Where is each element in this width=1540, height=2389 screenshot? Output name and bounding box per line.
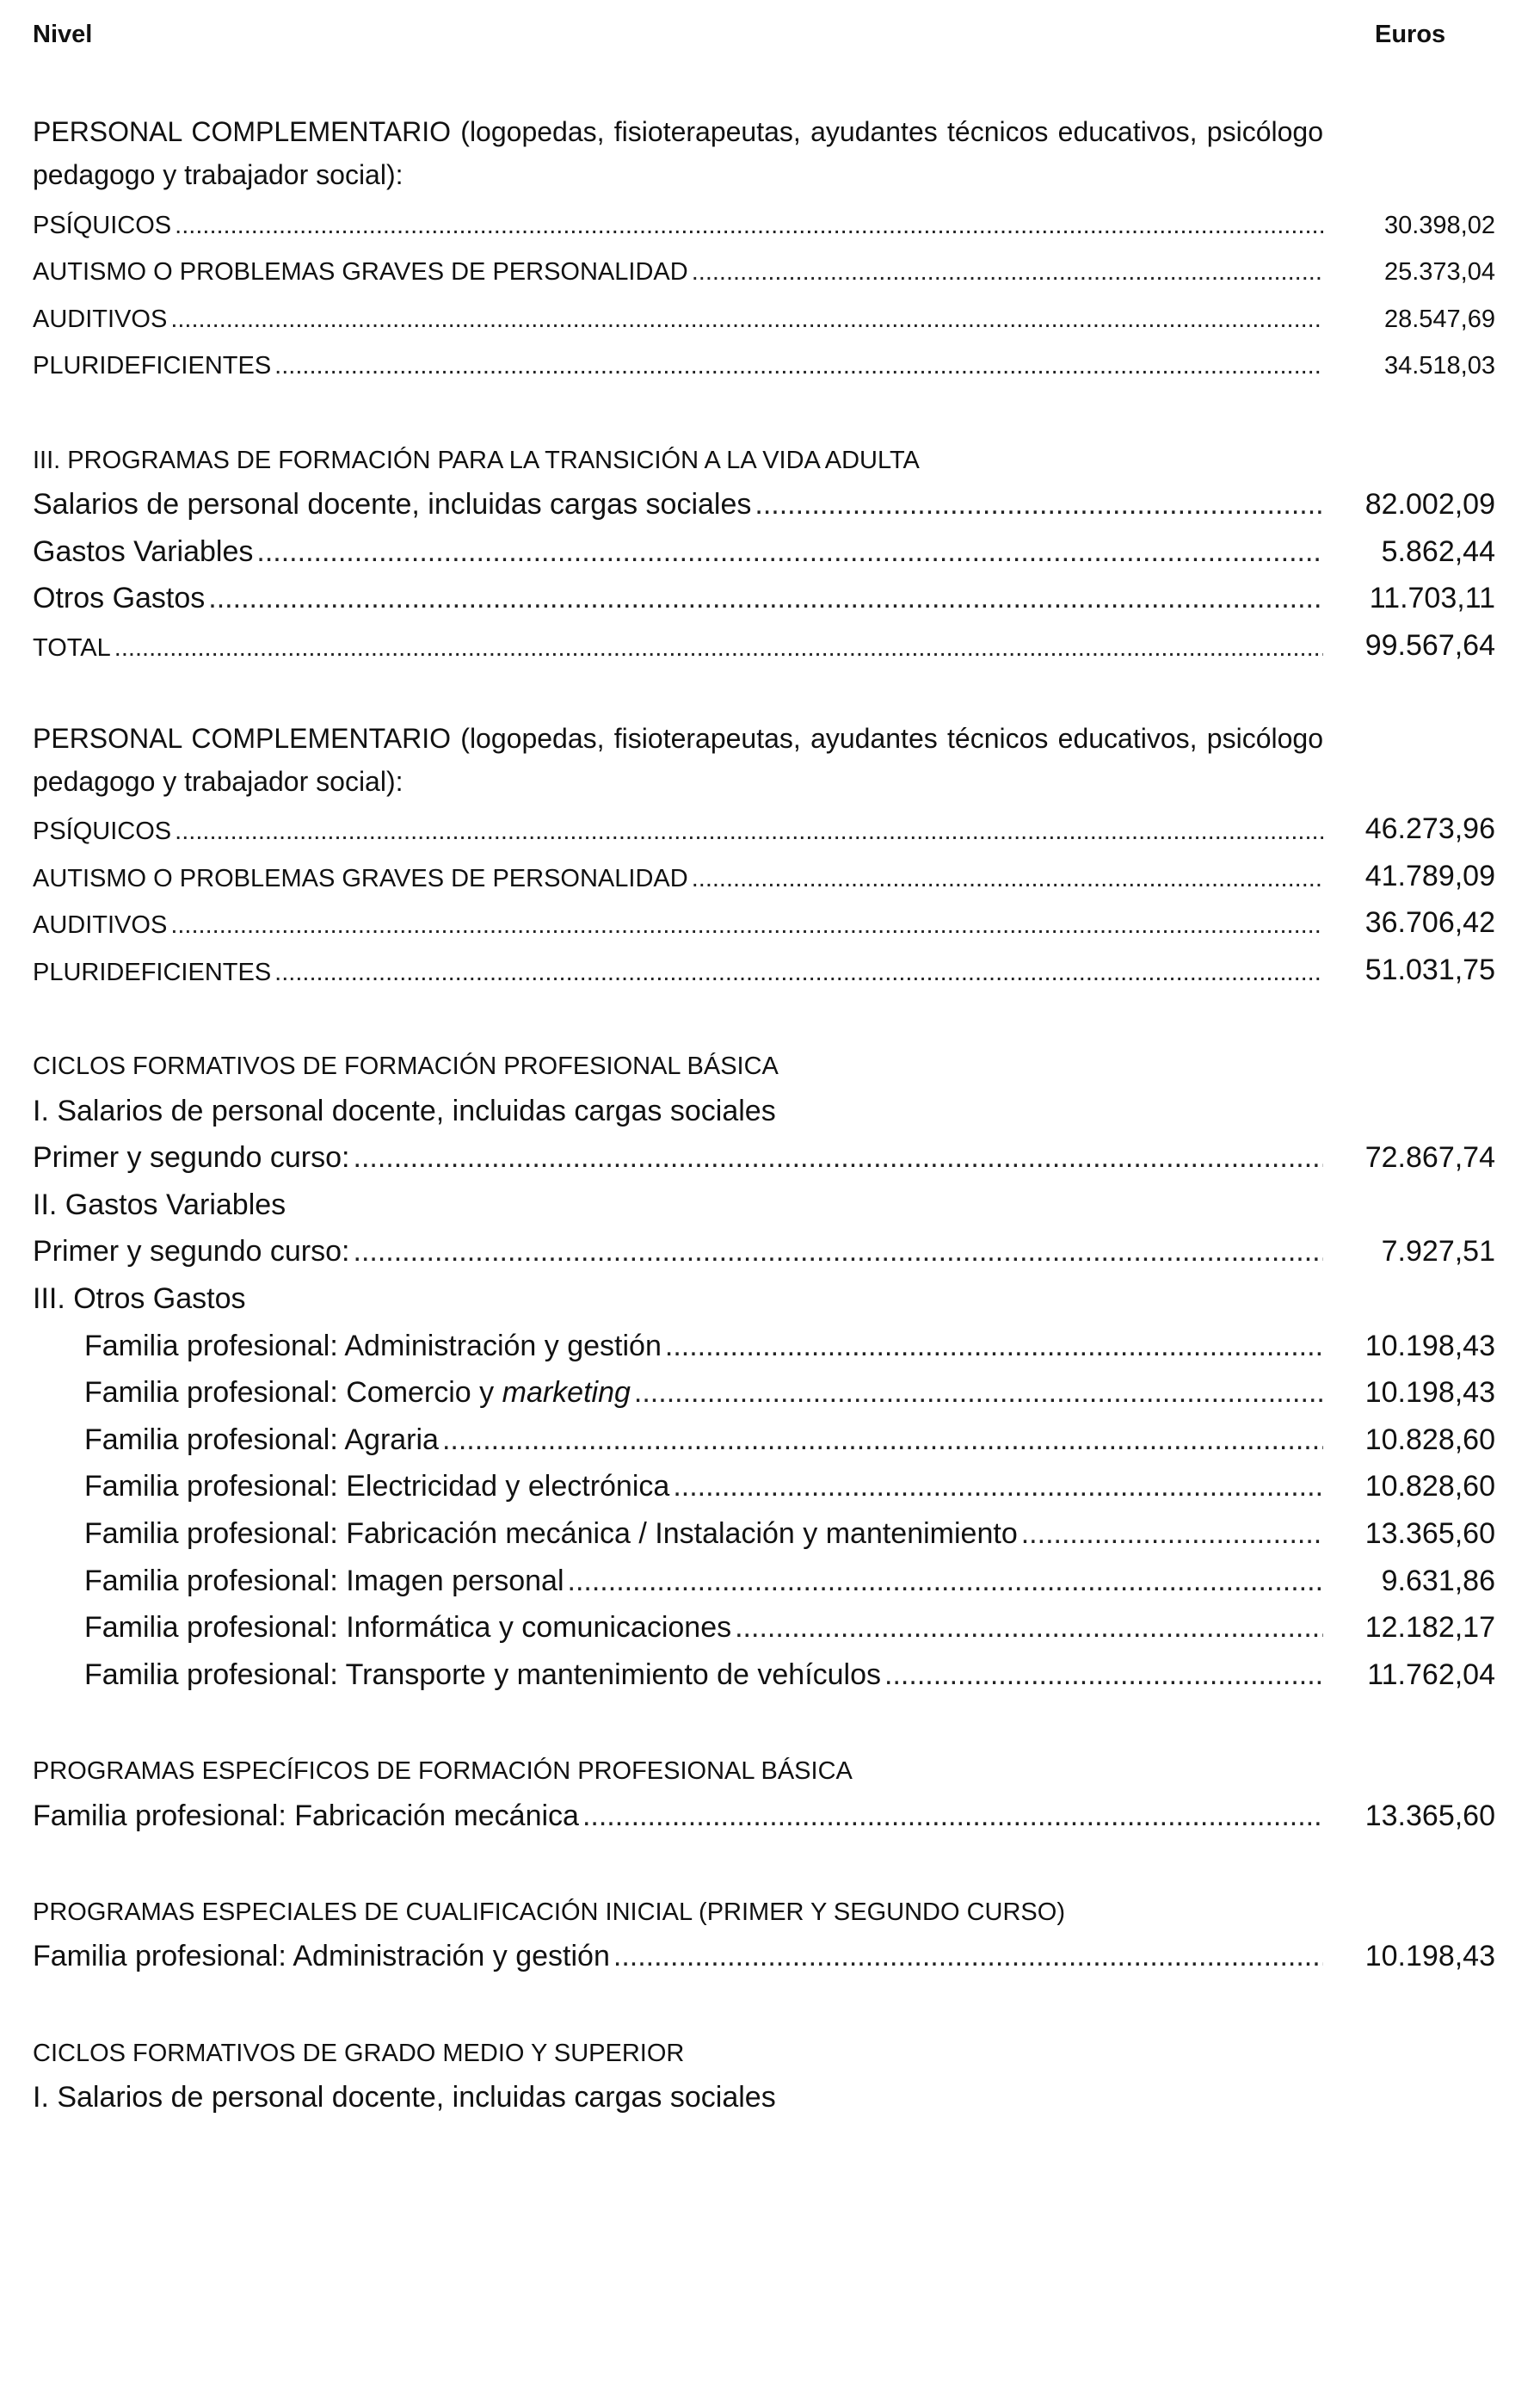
item-value: 11.703,11 xyxy=(1369,582,1495,615)
list-item xyxy=(33,293,1495,341)
leader-dots xyxy=(613,1940,1323,1973)
item-value: 13.365,60 xyxy=(1364,1799,1495,1832)
list-item xyxy=(33,1135,1495,1182)
item-value: 41.789,09 xyxy=(1364,859,1495,892)
total-label: TOTAL xyxy=(33,633,111,662)
item-value: 10.198,43 xyxy=(1364,1376,1495,1410)
leader-dots xyxy=(755,488,1323,522)
item-label: Familia profesional: Administración y gestión xyxy=(33,1940,610,1973)
leader-dots xyxy=(692,865,1323,893)
item-value: 10.198,43 xyxy=(1364,1940,1495,1973)
spacer xyxy=(33,1699,1495,1746)
item-label-text: Familia profesional: Comercio y xyxy=(84,1376,502,1410)
item-label: Primer y segundo curso: xyxy=(33,1235,350,1269)
list-item xyxy=(33,1417,1495,1464)
item-value: 30.398,02 xyxy=(1383,211,1495,239)
leader-dots xyxy=(274,352,1323,380)
item-label: AUDITIVOS xyxy=(33,305,168,333)
list-item xyxy=(33,482,1495,529)
item-value: 13.365,60 xyxy=(1364,1517,1495,1551)
item-label: Familia profesional: Fabricación mecánica xyxy=(33,1799,579,1832)
euros-column-header: Euros xyxy=(1375,21,1446,48)
list-item xyxy=(33,947,1495,994)
leader-dots xyxy=(175,212,1323,240)
leader-dots xyxy=(582,1799,1323,1833)
item-value: 72.867,74 xyxy=(1364,1141,1495,1175)
list-item xyxy=(33,1651,1495,1699)
item-value: 7.927,51 xyxy=(1381,1235,1495,1269)
item-label: Familia profesional: Informática y comunicaciones xyxy=(84,1611,732,1645)
item-label xyxy=(84,1376,634,1410)
section-heading xyxy=(33,1886,1495,1934)
list-item xyxy=(33,1229,1495,1276)
item-label: Familia profesional: Electricidad y electrónica xyxy=(84,1470,670,1503)
list-item xyxy=(33,1464,1495,1511)
item-value: 36.706,42 xyxy=(1364,906,1495,940)
item-label: Primer y segundo curso: xyxy=(33,1141,350,1175)
item-value: 25.373,04 xyxy=(1383,258,1495,287)
subsection-heading-text: I. Salarios de personal docente, incluidas cargas sociales xyxy=(33,2081,776,2114)
total-value: 99.567,64 xyxy=(1364,628,1495,662)
section-heading xyxy=(33,1041,1495,1089)
spacer xyxy=(33,1840,1495,1887)
section-heading-text: PROGRAMAS ESPECÍFICOS DE FORMACIÓN PROFESIONAL BÁSICA xyxy=(33,1757,853,1785)
leader-dots xyxy=(175,818,1323,846)
spacer xyxy=(33,387,1495,435)
personal-complementario-intro: PERSONAL COMPLEMENTARIO (logopedas, fisioterapeutas, ayudantes técnicos educativos, psicólogo pedagogo y trabajador social): xyxy=(33,116,1323,190)
leader-dots xyxy=(256,535,1323,569)
document-body xyxy=(33,110,1495,2121)
list-item xyxy=(33,200,1495,247)
list-item xyxy=(33,1605,1495,1652)
list-item xyxy=(33,1934,1495,1981)
item-label: AUTISMO O PROBLEMAS GRAVES DE PERSONALIDAD xyxy=(33,864,688,892)
item-label: PSÍQUICOS xyxy=(33,818,172,846)
leader-dots xyxy=(354,1235,1324,1269)
item-value: 5.862,44 xyxy=(1381,534,1495,568)
leader-dots xyxy=(114,634,1323,663)
list-item xyxy=(33,806,1495,854)
leader-dots xyxy=(442,1423,1323,1457)
list-item xyxy=(33,900,1495,948)
item-label: PLURIDEFICIENTES xyxy=(33,352,272,380)
item-label: Familia profesional: Agraria xyxy=(84,1423,439,1456)
total-row xyxy=(33,622,1495,670)
leader-dots xyxy=(665,1330,1323,1363)
leader-dots xyxy=(634,1376,1323,1410)
leader-dots xyxy=(354,1141,1324,1175)
section-heading xyxy=(33,435,1495,482)
item-value: 10.198,43 xyxy=(1364,1329,1495,1362)
subsection-heading xyxy=(33,1275,1495,1323)
item-label: PSÍQUICOS xyxy=(33,211,172,239)
subsection-heading-text: I. Salarios de personal docente, incluidas cargas sociales xyxy=(33,1094,776,1127)
list-item xyxy=(33,528,1495,576)
subsection-heading xyxy=(33,1182,1495,1229)
list-item xyxy=(33,1323,1495,1370)
item-value: 12.182,17 xyxy=(1364,1611,1495,1645)
item-label: Salarios de personal docente, incluidas cargas sociales xyxy=(33,488,752,522)
list-item xyxy=(33,1558,1495,1605)
item-label-emphasis: marketing xyxy=(502,1376,631,1410)
item-value: 82.002,09 xyxy=(1364,488,1495,522)
list-item xyxy=(33,1793,1495,1840)
item-label: AUDITIVOS xyxy=(33,911,168,940)
nivel-column-header: Nivel xyxy=(33,21,93,48)
leader-dots xyxy=(170,911,1323,940)
leader-dots xyxy=(884,1658,1323,1692)
item-label: AUTISMO O PROBLEMAS GRAVES DE PERSONALIDAD xyxy=(33,258,688,287)
section-heading-text: PROGRAMAS ESPECIALES DE CUALIFICACIÓN INICIAL (PRIMER Y SEGUNDO CURSO) xyxy=(33,1898,1065,1926)
item-label: Otros Gastos xyxy=(33,582,206,615)
table-header xyxy=(33,21,1452,55)
item-label: PLURIDEFICIENTES xyxy=(33,958,272,986)
item-value: 51.031,75 xyxy=(1364,953,1495,986)
subsection-heading xyxy=(33,2075,1495,2122)
leader-dots xyxy=(568,1565,1323,1598)
personal-complementario-intro: PERSONAL COMPLEMENTARIO (logopedas, fisioterapeutas, ayudantes técnicos educativos, psicólogo pedagogo y trabajador social): xyxy=(33,722,1323,797)
section-heading-text: CICLOS FORMATIVOS DE FORMACIÓN PROFESIONAL BÁSICA xyxy=(33,1053,779,1081)
leader-dots xyxy=(274,959,1323,987)
section-heading-text: CICLOS FORMATIVOS DE GRADO MEDIO Y SUPERIOR xyxy=(33,2039,685,2067)
section-heading xyxy=(33,1745,1495,1793)
section-heading-text: III. PROGRAMAS DE FORMACIÓN PARA LA TRANSICIÓN A LA VIDA ADULTA xyxy=(33,446,920,474)
item-label: Familia profesional: Imagen personal xyxy=(84,1564,564,1597)
item-label: Familia profesional: Fabricación mecánica / Instalación y mantenimiento xyxy=(84,1517,1018,1551)
leader-dots xyxy=(735,1611,1323,1645)
item-value: 34.518,03 xyxy=(1383,352,1495,380)
spacer xyxy=(33,670,1495,717)
item-label: Gastos Variables xyxy=(33,534,254,568)
item-value: 11.762,04 xyxy=(1367,1657,1495,1691)
leader-dots xyxy=(1021,1517,1323,1551)
spacer xyxy=(33,994,1495,1041)
item-label: Familia profesional: Transporte y mantenimiento de vehículos xyxy=(84,1657,882,1691)
leader-dots xyxy=(692,258,1323,287)
item-value: 9.631,86 xyxy=(1381,1564,1495,1597)
leader-dots xyxy=(170,306,1323,334)
list-item xyxy=(33,341,1495,388)
subsection-heading-text: II. Gastos Variables xyxy=(33,1188,286,1221)
subsection-heading-text: III. Otros Gastos xyxy=(33,1282,246,1316)
leader-dots xyxy=(673,1470,1323,1503)
item-value: 28.547,69 xyxy=(1383,305,1495,333)
leader-dots xyxy=(208,582,1323,615)
item-value: 46.273,96 xyxy=(1364,812,1495,846)
list-item xyxy=(33,1510,1495,1558)
spacer xyxy=(33,1980,1495,2028)
list-item xyxy=(33,853,1495,900)
list-item xyxy=(33,1370,1495,1417)
item-value: 10.828,60 xyxy=(1364,1423,1495,1456)
list-item xyxy=(33,576,1495,623)
list-item xyxy=(33,247,1495,294)
item-value: 10.828,60 xyxy=(1364,1470,1495,1503)
section-heading xyxy=(33,2028,1495,2075)
subsection-heading xyxy=(33,1088,1495,1135)
item-label: Familia profesional: Administración y gestión xyxy=(84,1329,662,1362)
